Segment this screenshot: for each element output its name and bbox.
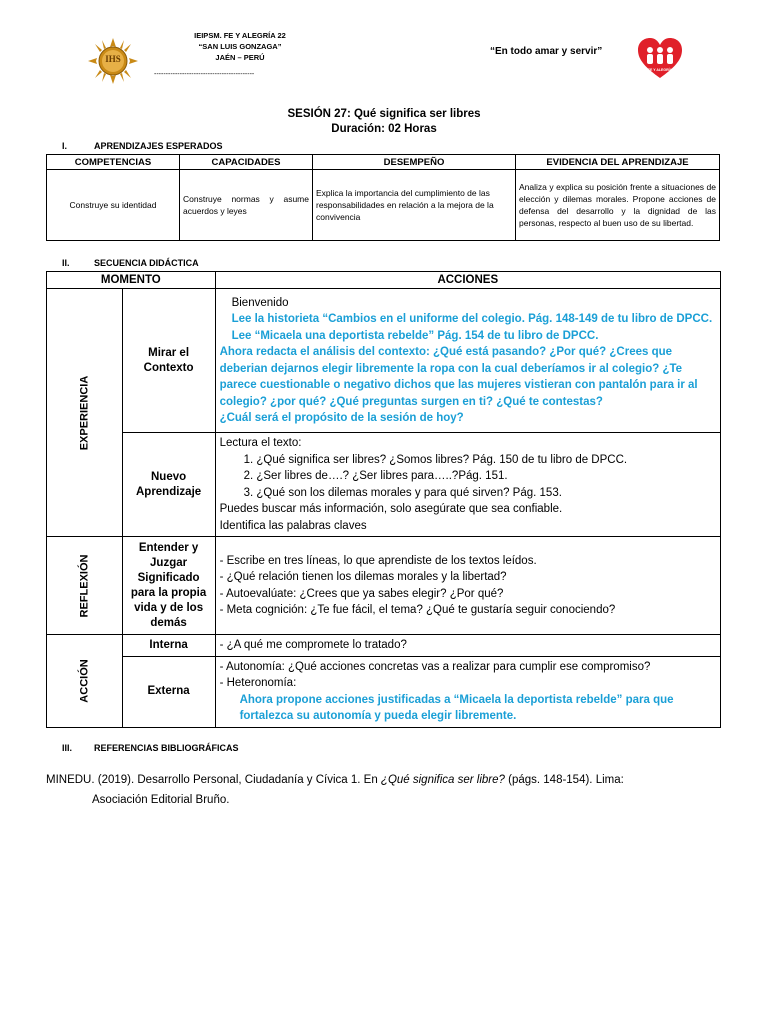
action-line: Identifica las palabras claves	[219, 519, 367, 532]
actions-mirar	[215, 289, 720, 433]
motto: “En todo amar y servir”	[490, 46, 603, 57]
actions-nuevo	[215, 433, 720, 537]
action-line: - ¿Qué relación tienen los dilemas morales y la libertad?	[219, 571, 507, 583]
action-line: Puedes buscar más información, solo asegúrate que sea confiable.	[219, 503, 563, 515]
session-title	[0, 108, 768, 120]
signature-line: -------------------------------------------	[154, 71, 255, 78]
action-line: Lectura el texto:	[219, 437, 302, 449]
section-number: III.	[62, 743, 73, 753]
ref-text: (págs. 148-154). Lima:	[504, 774, 624, 786]
bibliography-entry	[46, 770, 736, 810]
table-cell: Construye su identidad	[47, 170, 180, 241]
school-line: JAÉN – PERÚ	[215, 53, 265, 62]
fe-y-alegria-logo	[636, 36, 684, 80]
action-line: - Escribe en tres líneas, lo que aprendiste de los textos leídos.	[219, 554, 537, 567]
action-line: - Autoevalúate: ¿Crees que ya sabes elegir? ¿Por qué?	[219, 587, 504, 600]
phase-accion: ACCIÓN	[47, 635, 123, 728]
ref-publisher: Asociación Editorial Bruño.	[92, 794, 230, 806]
moment-label: Externa	[122, 656, 215, 727]
school-line: “SAN LUIS GONZAGA”	[198, 42, 282, 51]
action-line: Lee “Micaela una deportista rebelde” Pág. 154 de tu libro de DPCC.	[231, 329, 599, 342]
column-header: CAPACIDADES	[180, 155, 313, 170]
column-header: COMPETENCIAS	[47, 155, 180, 170]
action-line: 3. ¿Qué son los dilemas morales y para qué sirven? Pág. 153.	[243, 486, 562, 499]
section-title: APRENDIZAJES ESPERADOS	[94, 141, 223, 151]
action-line: - Meta cognición: ¿Te fue fácil, el tema? ¿Qué te gustaría seguir conociendo?	[219, 604, 616, 616]
seal-monogram: IHS	[105, 54, 121, 64]
action-line: 1. ¿Qué significa ser libres? ¿Somos libres? Pág. 150 de tu libro de DPCC.	[243, 453, 628, 466]
moment-label: Mirar el Contexto	[122, 289, 215, 433]
session-number: SESIÓN 27	[287, 108, 347, 120]
action-line: - ¿A qué me compromete lo tratado?	[215, 635, 720, 657]
action-line: Bienvenido	[231, 296, 289, 309]
table-cell: Construye normas y asume acuerdos y leyes	[180, 170, 313, 241]
ref-title: ¿Qué significa ser libre?	[380, 774, 505, 786]
moment-label: Nuevo Aprendizaje	[122, 433, 215, 537]
section-heading	[62, 258, 199, 268]
moment-label: Interna	[122, 635, 215, 657]
phase-experiencia: EXPERIENCIA	[47, 289, 123, 537]
section-heading	[62, 743, 239, 753]
ref-text: MINEDU. (2019). Desarrollo Personal, Ciudadanía y Cívica 1. En	[46, 774, 381, 786]
section-number: II.	[62, 258, 70, 268]
section-heading	[62, 141, 223, 151]
moment-label: Entender y Juzgar Significado para la propia vida y de los demás	[122, 537, 215, 635]
section-title: SECUENCIA DIDÁCTICA	[94, 258, 199, 268]
column-header: EVIDENCIA DEL APRENDIZAJE	[516, 155, 720, 170]
action-line: - Autonomía: ¿Qué acciones concretas vas a realizar para cumplir ese compromiso?	[219, 660, 651, 673]
school-line: IEIPSM. FE Y ALEGRÍA 22	[194, 31, 286, 40]
action-line: - Heteronomía:	[219, 677, 297, 689]
section-title: REFERENCIAS BIBLIOGRÁFICAS	[94, 743, 239, 753]
action-line: 2. ¿Ser libres de….? ¿Ser libres para…..?Pág. 151.	[243, 470, 508, 482]
session-duration: Duración: 02 Horas	[331, 123, 437, 135]
action-line: ¿Cuál será el propósito de la sesión de hoy?	[219, 412, 464, 424]
school-name-block	[160, 30, 320, 63]
table-cell: Explica la importancia del cumplimiento de las responsabilidades en relación a la mejora de la convivencia	[313, 170, 516, 241]
column-header: MOMENTO	[47, 272, 216, 289]
action-line: Ahora redacta el análisis del contexto: ¿Qué está pasando? ¿Por qué? ¿Crees que deberian dejarnos elegir libremente la ropa con la cual deberíamos ir al colegio? ¿Te parece cuestionable o negativo dichos que las mujeres vistieran con pantalón para ir al colegio? ¿por qué? ¿Qué preguntas surgen en ti? ¿Qué te contestas?	[219, 346, 698, 408]
table-cell: Analiza y explica su posición frente a situaciones de elección y dilemas morales. Propone acciones de defensa del desarrollo y la dignidad de las personas, respecto al buen uso de su libertad.	[516, 170, 720, 241]
column-header: DESEMPEÑO	[313, 155, 516, 170]
section-number: I.	[62, 141, 68, 151]
action-line: Lee la historieta “Cambios en el uniforme del colegio. Pág. 148-149 de tu libro de DPCC.	[231, 313, 713, 325]
logo-caption: FE Y ALEGRÍA	[647, 68, 673, 72]
actions-externa	[215, 656, 720, 727]
actions-reflexion	[215, 537, 720, 635]
didactic-table	[46, 271, 721, 728]
session-topic: : Qué significa ser libres	[346, 108, 481, 120]
learning-table	[46, 154, 720, 241]
phase-reflexion: REFLEXIÓN	[47, 537, 123, 635]
action-line: Ahora propone acciones justificadas a “Micaela la deportista rebelde” para que fortalezca su autonomía y pueda elegir libremente.	[239, 693, 674, 722]
column-header: ACCIONES	[215, 272, 720, 289]
school-seal-logo	[88, 38, 138, 84]
